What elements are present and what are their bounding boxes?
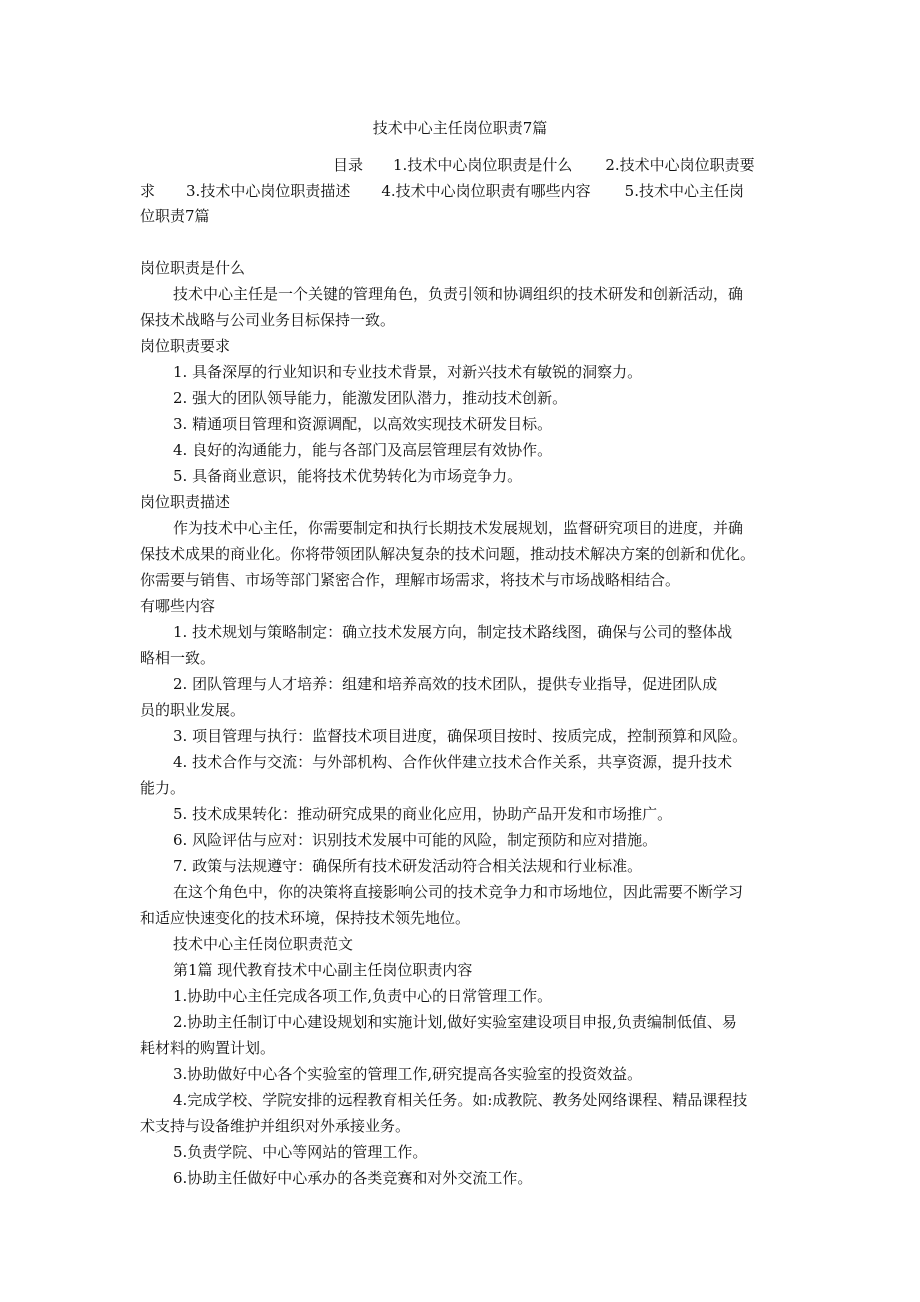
- section-heading: 岗位职责是什么: [140, 259, 246, 277]
- list-item: 4. 技术合作与交流：与外部机构、合作伙伴建立技术合作关系，共享资源，提升技术: [173, 753, 733, 771]
- list-item-continued: 员的职业发展。: [140, 701, 246, 719]
- list-item: 5. 具备商业意识，能将技术优势转化为市场竞争力。: [173, 467, 523, 485]
- toc-line-3: [140, 206, 210, 226]
- list-item: 4. 良好的沟通能力，能与各部门及高层管理层有效协作。: [173, 441, 553, 459]
- document-title: 技术中心主任岗位职责7篇: [372, 119, 548, 137]
- list-item: 1. 技术规划与策略制定：确立技术发展方向，制定技术路线图，确保与公司的整体战: [173, 623, 733, 641]
- list-item: 1. 具备深厚的行业知识和专业技术背景，对新兴技术有敏锐的洞察力。: [173, 363, 643, 381]
- list-item: 4.完成学校、学院安排的远程教育相关任务。如:成教院、教务处网络课程、精品课程技: [173, 1091, 748, 1109]
- list-item: 1.协助中心主任完成各项工作,负责中心的日常管理工作。: [173, 987, 553, 1005]
- list-item: 3. 精通项目管理和资源调配，以高效实现技术研发目标。: [173, 415, 553, 433]
- article-heading: 第1篇 现代教育技术中心副主任岗位职责内容: [173, 961, 473, 979]
- list-item: 5. 技术成果转化：推动研究成果的商业化应用，协助产品开发和市场推广。: [173, 805, 673, 823]
- list-item: 7. 政策与法规遵守：确保所有技术研发活动符合相关法规和行业标准。: [173, 857, 643, 875]
- list-item-continued: 术支持与设备维护并组织对外承接业务。: [140, 1117, 411, 1135]
- section-heading: 技术中心主任岗位职责范文: [173, 935, 354, 953]
- list-item: 2. 强大的团队领导能力，能激发团队潜力，推动技术创新。: [173, 389, 568, 407]
- paragraph-line: 保技术成果的商业化。你将带领团队解决复杂的技术问题，推动技术解决方案的创新和优化。: [140, 545, 756, 563]
- toc-item[interactable]: 求: [140, 182, 156, 200]
- toc-item[interactable]: 4.技术中心岗位职责有哪些内容: [381, 182, 591, 200]
- paragraph-line: 你需要与销售、市场等部门紧密合作，理解市场需求，将技术与市场战略相结合。: [140, 571, 681, 589]
- section-heading: 岗位职责描述: [140, 493, 231, 511]
- section-heading: 有哪些内容: [140, 597, 216, 615]
- list-item: 6. 风险评估与应对：识别技术发展中可能的风险，制定预防和应对措施。: [173, 831, 658, 849]
- list-item-continued: 耗材料的购置计划。: [140, 1039, 276, 1057]
- list-item: 3.协助做好中心各个实验室的管理工作,研究提高各实验室的投资效益。: [173, 1065, 643, 1083]
- list-item: 6.协助主任做好中心承办的各类竞赛和对外交流工作。: [173, 1169, 533, 1187]
- toc-item[interactable]: 2.技术中心岗位职责要: [605, 156, 755, 174]
- list-item: 3. 项目管理与执行：监督技术项目进度，确保项目按时、按质完成，控制预算和风险。: [173, 727, 748, 745]
- list-item: 2.协助主任制订中心建设规划和实施计划,做好实验室建设项目申报,负责编制低值、易: [173, 1013, 737, 1031]
- section-heading: 岗位职责要求: [140, 337, 231, 355]
- list-item: 5.负责学院、中心等网站的管理工作。: [173, 1143, 428, 1161]
- toc-item[interactable]: 3.技术中心岗位职责描述: [186, 182, 351, 200]
- toc-line-1: [333, 155, 755, 175]
- toc-label: 目录: [333, 156, 364, 174]
- toc-line-2: [140, 181, 744, 201]
- paragraph-line: 作为技术中心主任，你需要制定和执行长期技术发展规划，监督研究项目的进度，并确: [173, 519, 744, 537]
- toc-item[interactable]: 5.技术中心主任岗: [624, 182, 744, 200]
- paragraph-line: 保技术战略与公司业务目标保持一致。: [140, 311, 396, 329]
- list-item: 2. 团队管理与人才培养：组建和培养高效的技术团队，提供专业指导，促进团队成: [173, 675, 718, 693]
- list-item-continued: 略相一致。: [140, 649, 216, 667]
- paragraph-line: 和适应快速变化的技术环境，保持技术领先地位。: [140, 909, 471, 927]
- paragraph-line: 在这个角色中，你的决策将直接影响公司的技术竞争力和市场地位，因此需要不断学习: [173, 883, 744, 901]
- toc-item[interactable]: 1.技术中心岗位职责是什么: [393, 156, 573, 174]
- toc-item[interactable]: 位职责7篇: [140, 207, 210, 225]
- list-item-continued: 能力。: [140, 779, 186, 797]
- paragraph-line: 技术中心主任是一个关键的管理角色，负责引领和协调组织的技术研发和创新活动，确: [173, 285, 744, 303]
